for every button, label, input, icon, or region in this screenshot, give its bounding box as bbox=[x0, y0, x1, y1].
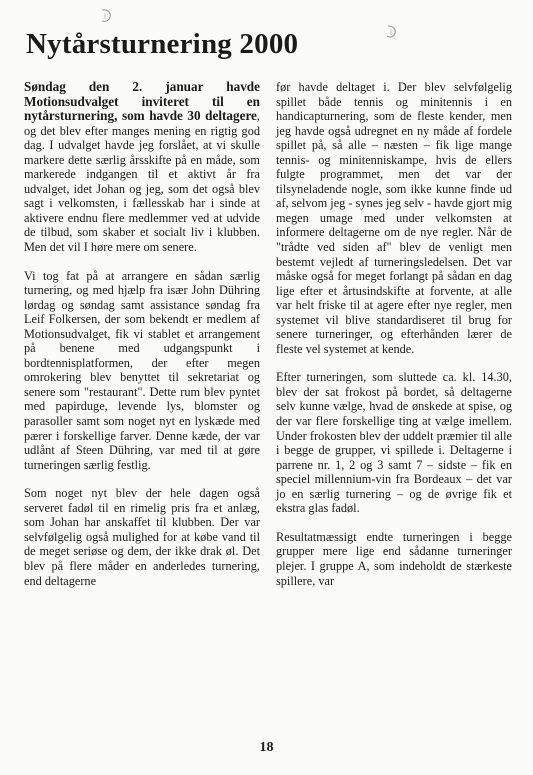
paragraph: Som noget nyt blev der hele dagen også serveret fadøl til en rimelig pris fra et anlæg, som Johan har anskaffet til klubben. Der var selvfølgelig også mulighed for at købe vand til de meget seriøse og dem, der ikke drak øl. Det blev på flere måder en anderledes turnering, end deltagerne bbox=[24, 486, 260, 588]
paragraph bbox=[24, 80, 260, 255]
paragraph: Efter turneringen, som sluttede ca. kl. 14.30, blev der sat frokost på bordet, så deltagerne selv kunne vælge, hvad de ønskede at spise, og der var flere forskellige ting at vælge imellem. Under frokosten blev der uddelt præmier til alle i begge de grupper, vi spillede i. Deltagerne i parrene nr. 1, 2 og 3 samt 7 – sidste – fik en speciel millennium-vin fra Bordeaux – det var jo en særlig turnering – og de øvrige fik et ekstra glas fadøl. bbox=[276, 370, 512, 516]
page-number: 18 bbox=[259, 740, 274, 755]
right-column bbox=[276, 80, 512, 588]
paragraph-text: , og det blev efter manges mening en rigtig god dag. I udvalget havde jeg forslået, at vi skulle markere dette særlig årsskifte på en måde, som markerede indgangen til et aktivt år fra udvalget, idet Johan og jeg, som det også blev sagt i velkomsten, i fællesskab har i sinde at aktivere endnu flere medlemmer ved at udvide de tilbud, som skaber et socialt liv i klubben. Men det vil I høre mere om senere. bbox=[24, 109, 260, 255]
paragraph: Resultatmæssigt endte turneringen i begge grupper mere lige end sådanne turneringer plejer. I gruppe A, som indeholdt de stærkeste spillere, var bbox=[276, 529, 512, 588]
lead-text: Søndag den 2. januar havde Motionsudvalget inviteret til en nytårsturnering, som havde 30 deltagere bbox=[24, 79, 260, 124]
left-column bbox=[24, 80, 260, 588]
paragraph: Vi tog fat på at arrangere en sådan særlig turnering, og med hjælp fra især John Dühring lørdag og søndag samt assistance søndag fra Leif Folkersen, der som bekendt er medlem af Motionsudvalget, fik vi stablet et arrangement på benene med udgangspunkt i bordtennisplatformen, der efter megen omrokering blev benyttet til sekretariat og senere som "restaurant". Dette rum blev pyntet med papirduge, levende lys, blomster og parasoller samt som noget nyt en lyskæde med pærer i forskellige farver. Denne kæde, der var udlånt af Steen Dühring, var med til at gøre turneringen særlig festlig. bbox=[24, 268, 260, 472]
article-title: Nytårsturnering 2000 bbox=[26, 28, 299, 60]
punch-hole-mark-icon bbox=[99, 8, 113, 24]
punch-hole-mark-icon bbox=[384, 24, 398, 40]
paragraph: før havde deltaget i. Der blev selvfølgelig spillet både tennis og minitennis i en handicapturnering, som de fleste kender, men jeg havde også udregnet en ny måde af fordele spillet på, så alle – næsten – fik lige mange tennis- og minitenniskampe, hvis de ellers fulgte programmet, men det var der tilsyneladende nogle, som ikke kunne finde ud af, selvom jeg - synes jeg selv - havde gjort mig megen umage med under velkomsten at informere deltagerne om de nye regler. Når de "trådte ved siden af" blev de venligt men bestemt vejledt af turneringsledelsen. Det var måske også for meget forlangt på sådan en dag lige efter et årtusindskifte at forvente, at alle var helt friske til at agere efter nye regler, men systemet vil blive standardiseret til brug for senere turneringer, og efterhånden lærer de fleste vel systemet at kende. bbox=[276, 80, 512, 356]
